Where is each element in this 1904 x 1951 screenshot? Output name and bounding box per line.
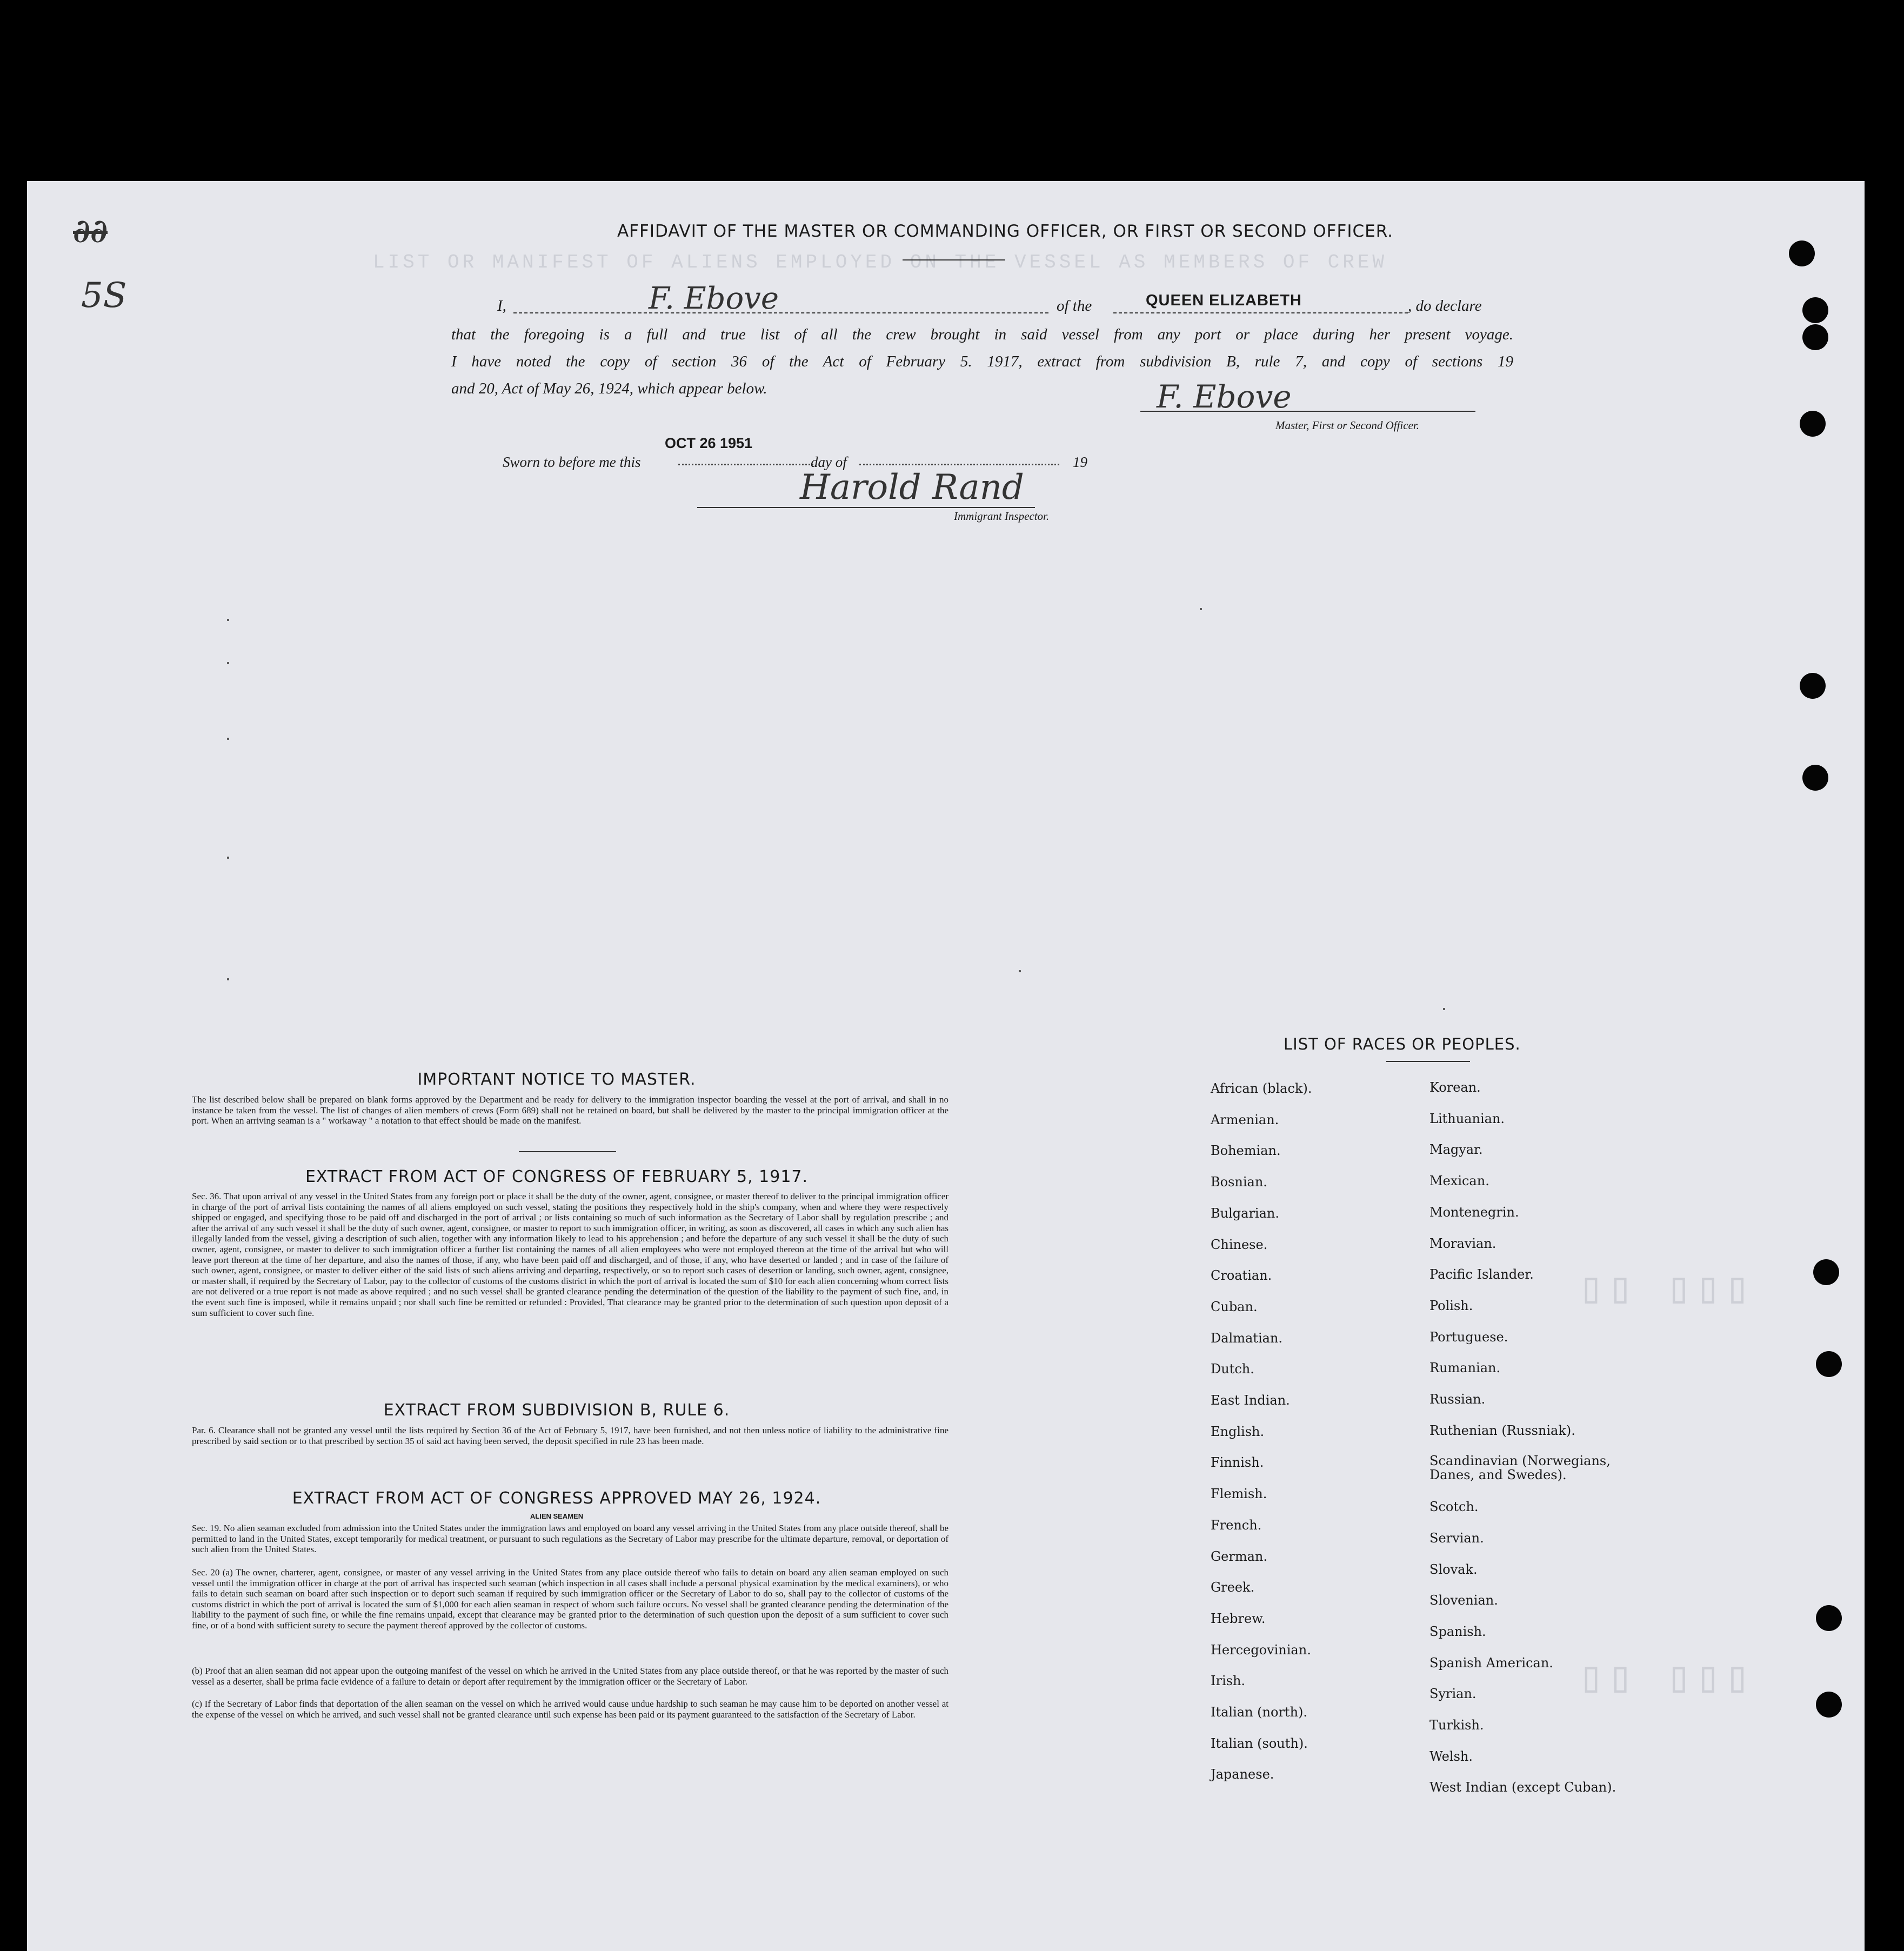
- race-item: Chinese.: [1211, 1237, 1268, 1252]
- punch-hole: [1816, 1351, 1842, 1377]
- extract-1917-title: EXTRACT FROM ACT OF CONGRESS OF FEBRUARY 5, 1917.: [305, 1167, 809, 1186]
- punch-hole: [1816, 1605, 1842, 1631]
- speck: [227, 857, 229, 859]
- race-item: Hercegovinian.: [1211, 1642, 1311, 1658]
- race-item: Bohemian.: [1211, 1143, 1281, 1159]
- sec19-text: Sec. 19. No alien seaman excluded from admission into the United States under the immigration laws and employed on board any vessel arriving in the United States from any place outside thereof, shall be permitted to land in the United States, except temporarily for medical treatment, or pursuant to such regulations as the Secretary of Labor may prescribe for the ultimate departure, removal, or deportation of such alien from the United States.: [192, 1523, 948, 1555]
- race-item: Armenian.: [1211, 1112, 1279, 1127]
- race-item: Servian.: [1429, 1530, 1484, 1546]
- rule6-text: Par. 6. Clearance shall not be granted any vessel until the lists required by Section 36 of the Act of February 5, 1917, have been furnished, and not then unless notice of liability to the administrative fine prescribed by said section or to that prescribed by section 35 of said act having been served, the deposit specified in rule 23 has been made.: [192, 1425, 948, 1446]
- race-item: Dalmatian.: [1211, 1330, 1283, 1346]
- notice-title: IMPORTANT NOTICE TO MASTER.: [417, 1070, 696, 1089]
- race-item: Mexican.: [1429, 1173, 1489, 1189]
- extract-1924-title: EXTRACT FROM ACT OF CONGRESS APPROVED MAY 26, 1924.: [292, 1489, 821, 1508]
- race-item: English.: [1211, 1424, 1265, 1439]
- inspector-caption: Immigrant Inspector.: [954, 510, 1050, 523]
- year-prefix: 19: [1073, 454, 1087, 470]
- speck: [1200, 608, 1202, 610]
- race-item: Rumanian.: [1429, 1360, 1501, 1376]
- punch-hole: [1789, 240, 1815, 266]
- sec20c-text: (c) If the Secretary of Labor finds that deportation of the alien seaman on the vessel on which he arrived would cause undue hardship to such seaman he may cause him to be deported on another vessel at the expense of the vessel on which he arrived, and such vessel shall not be granted clearance until such expense has been paid or its payment guaranteed to the satisfaction of the Secretary of Labor.: [192, 1699, 948, 1720]
- notice-rule: [519, 1151, 616, 1152]
- race-item: Greek.: [1211, 1580, 1255, 1595]
- speck: [1443, 1008, 1445, 1010]
- do-declare-label: , do declare: [1408, 297, 1482, 315]
- punch-hole: [1802, 324, 1828, 350]
- race-item: Magyar.: [1429, 1142, 1483, 1158]
- punch-hole: [1816, 1692, 1842, 1718]
- race-item: Finnish.: [1211, 1455, 1264, 1471]
- race-item: Cuban.: [1211, 1299, 1258, 1314]
- race-item: Scotch.: [1429, 1499, 1479, 1515]
- race-item: Flemish.: [1211, 1486, 1267, 1502]
- race-item: German.: [1211, 1548, 1267, 1564]
- sworn-label: Sworn to before me this: [503, 454, 641, 470]
- race-item: French.: [1211, 1517, 1262, 1533]
- speck: [227, 978, 229, 980]
- race-item: Portuguese.: [1429, 1329, 1508, 1345]
- affidavit-body-line3: and 20, Act of May 26, 1924, which appear below.: [451, 380, 767, 397]
- race-item: Welsh.: [1429, 1748, 1473, 1764]
- race-item: Italian (north).: [1211, 1705, 1308, 1720]
- rule6-title: EXTRACT FROM SUBDIVISION B, RULE 6.: [383, 1401, 730, 1420]
- master-signature-caption: Master, First or Second Officer.: [1275, 419, 1419, 432]
- punch-hole: [1800, 673, 1826, 699]
- margin-mark-top: ∂∂: [73, 212, 108, 250]
- race-item: Russian.: [1429, 1392, 1486, 1407]
- race-item: Lithuanian.: [1429, 1111, 1505, 1126]
- race-item: Dutch.: [1211, 1361, 1254, 1377]
- vessel-name-stamp: QUEEN ELIZABETH: [1146, 292, 1302, 309]
- race-item: Bosnian.: [1211, 1174, 1267, 1190]
- race-item: Italian (south).: [1211, 1735, 1308, 1751]
- punch-hole: [1802, 765, 1828, 791]
- sec20b-text: (b) Proof that an alien seaman did not appear upon the outgoing manifest of the vessel on which he arrived in the United States from any place outside thereof, or that he was reported by the master of such vessel as a deserter, shall be prima facie evidence of a failure to detain or deport after requirement by the immigration officer or the Secretary of Labor.: [192, 1666, 948, 1687]
- bleed-through-stamp: ▯▯ ▯▯▯: [1578, 1266, 1754, 1315]
- extract-1917-text: Sec. 36. That upon arrival of any vessel in the United States from any foreign port or place it shall be the duty of the owner, agent, consignee, or master thereof to deliver to the principal immigration officer in charge of the port of arrival lists containing the names of all aliens employed on such vessel, stating the positions they respectively hold in the ship's company, when and where they were respectively shipped or engaged, and specifying those to be paid off and discharged in the port of arrival ; or lists containing so much of such information as the Secretary of Labor shall by regulation prescribe ; and after the arrival of any such vessel it shall be the duty of such owner, agent, consignee, or master to report to such immigration officer, in writing, as soon as discovered, all cases in which any such alien has illegally landed from the vessel, giving a description of such alien, together with any information likely to lead to his apprehension ; and before the departure of any such vessel it shall be the duty of such owner, agent, consignee, or master to deliver to such immigration officer a further list containing the names of all alien employees who were not employed thereon at the time of the arrival but who will leave port thereon at the time of her departure, and also the names of those, if any, who have been paid off and discharged, and of those, if any, who have deserted or landed ; and in case of the failure of such owner, agent, consignee, or master to deliver either of the said lists of such aliens arriving and departing, respectively, or so to report such cases of desertion or landing, such owner, agent, consignee, or master shall, if required by the Secretary of Labor, pay to the collector of customs of the customs district in which the port of arrival is located the sum of $10 for each alien concerning whom correct lists are not delivered or a true report is not made as above required ; and no such vessel shall be granted clearance pending the determination of the question of the liability to the payment of such fine, and, in the event such fine is imposed, while it remains unpaid ; nor shall such fine be remitted or refunded : Provided, That clearance may be granted prior to the determination of such question upon deposit of a sum sufficient to cover such fine.: [192, 1191, 948, 1318]
- speck: [227, 738, 229, 740]
- race-item: Croatian.: [1211, 1268, 1272, 1284]
- extract-1924-subtitle: ALIEN SEAMEN: [530, 1512, 584, 1520]
- race-item: Spanish.: [1429, 1623, 1486, 1639]
- race-item: Slovenian.: [1429, 1593, 1498, 1608]
- race-item: Hebrew.: [1211, 1611, 1266, 1626]
- sec20a-text: Sec. 20 (a) The owner, charterer, agent, consignee, or master of any vessel arriving in the United States from any place outside thereof who fails to detain on board any alien seaman employed on such vessel until the immigration officer in charge at the port of arrival has inspected such seaman (which inspection in all cases shall include a personal physical examination by the medical examiners), or who fails to detain such seaman on board after such inspection or to deport such seaman if required by such immigration officer or the Secretary of Labor to do so, shall pay to the collector of customs of the customs district in which the port of arrival is located the sum of $1,000 for each alien seaman in respect of whom such failure occurs. No vessel shall be granted clearance pending the determination of the liability to the payment of such fine, or while the fine remains unpaid, except that clearance may be granted prior to the determination of such question upon the deposit of a sum sufficient to cover such fine, or of a bond with sufficient surety to secure the payment thereof approved by the collector of customs.: [192, 1567, 948, 1631]
- races-title: LIST OF RACES OR PEOPLES.: [1284, 1035, 1521, 1053]
- document-page: [27, 181, 1865, 1951]
- race-item: Japanese.: [1211, 1767, 1274, 1782]
- bleed-through-stamp-2: ▯▯ ▯▯▯: [1578, 1655, 1754, 1705]
- race-item: Syrian.: [1429, 1686, 1477, 1702]
- vessel-name-line: [1113, 312, 1408, 313]
- race-item: East Indian.: [1211, 1393, 1290, 1408]
- margin-number: 5S: [81, 276, 127, 316]
- master-signature: F. Ebove: [1157, 378, 1292, 415]
- inspector-signature: Harold Rand: [800, 467, 1024, 507]
- affidavit-i-label: I,: [497, 297, 506, 315]
- punch-hole: [1800, 411, 1826, 437]
- races-rule: [1386, 1061, 1470, 1062]
- affidavit-body-line2: I have noted the copy of section 36 of the Act of February 5. 1917, extract from subdivision B, rule 7, and copy of sections 19: [451, 353, 1513, 370]
- race-item: West Indian (except Cuban).: [1429, 1780, 1616, 1795]
- bleed-through-heading: LIST OR MANIFEST OF ALIENS EMPLOYED ON THE VESSEL AS MEMBERS OF CREW: [373, 251, 1388, 273]
- race-item: Spanish American.: [1429, 1655, 1553, 1671]
- month-line: [859, 464, 1059, 465]
- race-item: Turkish.: [1429, 1718, 1484, 1733]
- of-the-label: of the: [1057, 297, 1092, 315]
- punch-hole: [1802, 297, 1828, 323]
- affidavit-heading: AFFIDAVIT OF THE MASTER OR COMMANDING OFFICER, OR FIRST OR SECOND OFFICER.: [617, 222, 1394, 241]
- notice-text: The list described below shall be prepared on blank forms approved by the Department and be ready for delivery to the immigration inspector boarding the vessel at the port of arrival, and shall in no instance be taken from the vessel. The list of changes of alien members of crews (Form 689) shall not be retained on board, but shall be delivered by the master to the principal immigration officer at the port. When an arriving seaman is a " workaway " a notation to that effect should be made on the manifest.: [192, 1094, 948, 1126]
- day-of-label: day of: [811, 454, 847, 470]
- sworn-date-line: [678, 464, 813, 465]
- race-item: Pacific Islander.: [1429, 1267, 1534, 1282]
- race-item: African (black).: [1211, 1081, 1312, 1096]
- heading-rule: [903, 259, 1005, 260]
- speck: [227, 619, 229, 621]
- race-item: Scandinavian (Norwegians, Danes, and Swedes).: [1429, 1453, 1611, 1483]
- affidavit-body-line1: that the foregoing is a full and true list of all the crew brought in said vessel from any port or place during her present voyage.: [451, 326, 1513, 343]
- master-name-line: [513, 312, 1048, 313]
- race-item: Moravian.: [1429, 1235, 1497, 1251]
- master-name-signature: F. Ebove: [649, 281, 779, 316]
- race-item: Slovak.: [1429, 1561, 1478, 1577]
- race-item: Montenegrin.: [1429, 1204, 1519, 1220]
- speck: [227, 662, 229, 664]
- sworn-date-stamp: OCT 26 1951: [665, 435, 753, 451]
- race-item: Irish.: [1211, 1673, 1246, 1689]
- punch-hole: [1813, 1259, 1839, 1285]
- race-item: Bulgarian.: [1211, 1205, 1279, 1221]
- race-item: Polish.: [1429, 1298, 1473, 1313]
- race-item: Ruthenian (Russniak).: [1429, 1422, 1575, 1438]
- race-item: Korean.: [1429, 1080, 1481, 1095]
- speck: [1019, 970, 1021, 972]
